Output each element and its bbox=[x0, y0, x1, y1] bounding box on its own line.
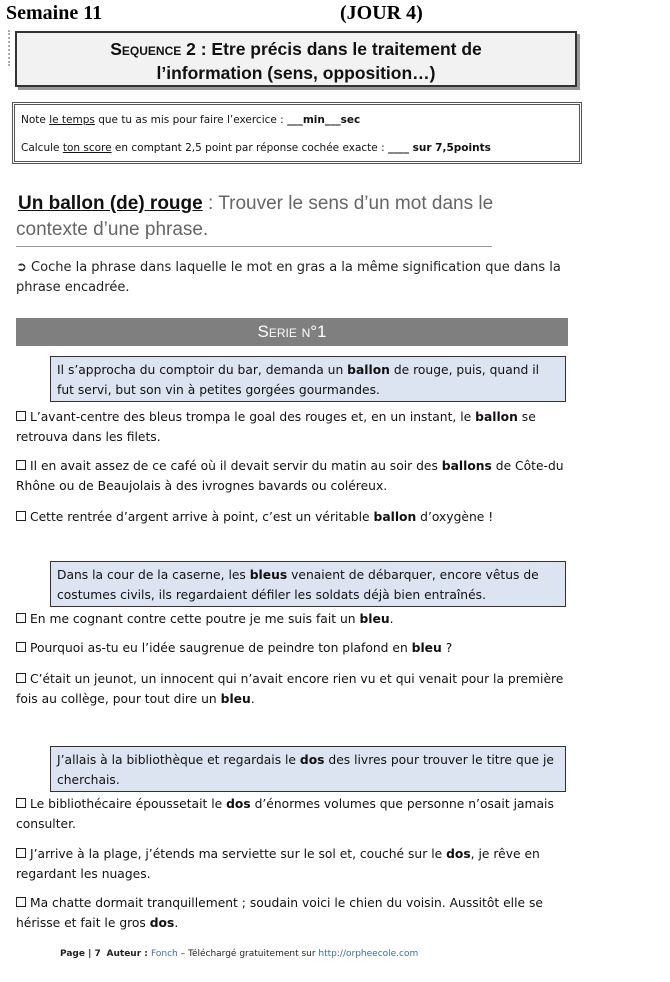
choice-text: C’était un jeunot, un innocent qui n’avait encore rien vu et qui venait pour la première fois au collège, pour tout dire un bbox=[16, 672, 564, 706]
reference-sentence-frame bbox=[50, 561, 566, 607]
choice-text: Il en avait assez de ce café où il devait servir du matin au soir des bbox=[30, 459, 442, 473]
choice-item[interactable] bbox=[16, 893, 568, 933]
reference-sentence-frame bbox=[50, 746, 566, 792]
author-label: Auteur : bbox=[106, 949, 152, 959]
serie-header: Serie n°1 bbox=[16, 318, 568, 346]
exercise-title bbox=[18, 193, 493, 215]
sequence-title-box bbox=[15, 31, 577, 87]
score-line bbox=[21, 142, 491, 154]
footer-text: – Téléchargé gratuitement sur bbox=[177, 949, 319, 959]
choice-text: , je rêve en regardant les nuages. bbox=[16, 847, 540, 881]
target-word: ballon bbox=[347, 363, 390, 377]
choice-text: Cette rentrée d’argent arrive à point, c’est un véritable bbox=[30, 510, 374, 524]
choice-text: Pourquoi as-tu eu l’idée saugrenue de peindre ton plafond en bbox=[30, 641, 412, 655]
margin-dots bbox=[8, 30, 14, 66]
checkbox[interactable] bbox=[16, 511, 26, 521]
target-word: dos bbox=[446, 847, 471, 861]
score-box bbox=[12, 102, 582, 164]
choice-text: ? bbox=[441, 641, 453, 655]
reference-sentence-frame bbox=[50, 356, 566, 402]
choice-item[interactable] bbox=[16, 456, 568, 496]
checkbox[interactable] bbox=[16, 897, 26, 907]
target-word: ballon bbox=[373, 510, 417, 524]
time-text-c: que tu as mis pour faire l’exercice : bbox=[94, 114, 288, 126]
exercise-title-main: Un ballon (de) rouge bbox=[18, 193, 203, 214]
author-name: Fonch bbox=[151, 949, 178, 959]
choice-text: L’avant-centre des bleus trompa le goal des rouges et, en un instant, le bbox=[30, 410, 476, 424]
frame-text: J’allais à la bibliothèque et regardais le bbox=[57, 753, 300, 767]
title-underline bbox=[16, 246, 492, 247]
frame-text: des livres pour trouver le titre que je cherchais. bbox=[57, 753, 554, 787]
target-word: ballons bbox=[441, 459, 492, 473]
target-word: bleu bbox=[411, 641, 442, 655]
frame-text: Dans la cour de la caserne, les bbox=[57, 568, 250, 582]
choice-text: se retrouva dans les filets. bbox=[16, 410, 536, 444]
score-text-emph: ton score bbox=[62, 142, 112, 154]
target-word: dos bbox=[149, 916, 175, 930]
time-line bbox=[21, 114, 360, 126]
choice-item[interactable] bbox=[16, 794, 568, 834]
choice-text: . bbox=[174, 916, 179, 930]
sequence-title-line2: l’information (sens, opposition…) bbox=[156, 63, 436, 83]
target-word: ballon bbox=[475, 410, 518, 424]
target-word: bleus bbox=[249, 568, 288, 582]
page-number: Page | 7 bbox=[60, 949, 101, 959]
score-text-c: en comptant 2,5 point par réponse cochée exacte : bbox=[111, 142, 388, 154]
time-text-a: Note bbox=[21, 114, 50, 126]
choice-text: Le bibliothécaire époussetait le bbox=[30, 797, 227, 811]
day-label: (JOUR 4) bbox=[340, 2, 423, 24]
choice-item[interactable] bbox=[16, 507, 568, 527]
target-word: bleu bbox=[359, 612, 390, 626]
page-footer bbox=[60, 949, 418, 959]
choice-text: . bbox=[250, 692, 255, 706]
time-blank: ___min___sec bbox=[287, 114, 361, 126]
choice-item[interactable] bbox=[16, 844, 568, 884]
choice-text: de Côte-du Rhône ou de Beaujolais à des ivrognes bavards ou coléreux. bbox=[16, 459, 564, 493]
choice-text: Ma chatte dormait tranquillement ; soudain voici le chien du voisin. Aussitôt elle se hérisse et fait le gros bbox=[16, 896, 543, 930]
checkbox[interactable] bbox=[16, 460, 26, 470]
choice-text: d’énormes volumes que personne n’osait jamais consulter. bbox=[16, 797, 554, 831]
arrow-icon: ➲ bbox=[16, 260, 27, 275]
sequence-number: Sequence 2 bbox=[110, 39, 196, 59]
target-word: dos bbox=[226, 797, 251, 811]
time-text-emph: le temps bbox=[49, 114, 95, 126]
frame-text: de rouge, puis, quand il fut servi, but son vin à petites gorgées gourmandes. bbox=[57, 363, 540, 397]
target-word: bleu bbox=[220, 692, 251, 706]
choice-item[interactable] bbox=[16, 407, 568, 447]
score-text-a: Calcule bbox=[21, 142, 63, 154]
website-link[interactable]: http://orpheecole.com bbox=[318, 949, 419, 959]
instruction bbox=[16, 258, 576, 298]
checkbox[interactable] bbox=[16, 848, 26, 858]
checkbox[interactable] bbox=[16, 411, 26, 421]
choice-item[interactable] bbox=[16, 638, 568, 658]
checkbox[interactable] bbox=[16, 642, 26, 652]
choice-text: d’oxygène ! bbox=[416, 510, 494, 524]
instruction-text: Coche la phrase dans laquelle le mot en gras a la même signification que dans la phrase encadrée. bbox=[16, 260, 561, 295]
choice-text: En me cognant contre cette poutre je me suis fait un bbox=[30, 612, 360, 626]
frame-text: venaient de débarquer, encore vêtus de costumes civils, ils regardaient défiler les soldats déjà bien entraînés. bbox=[57, 568, 539, 602]
exercise-title-line2: contexte d’une phrase. bbox=[16, 219, 209, 240]
choice-text: . bbox=[389, 612, 394, 626]
checkbox[interactable] bbox=[16, 798, 26, 808]
choice-item[interactable] bbox=[16, 609, 568, 629]
checkbox[interactable] bbox=[16, 613, 26, 623]
target-word: dos bbox=[299, 753, 325, 767]
frame-text: Il s’approcha du comptoir du bar, demanda un bbox=[57, 363, 348, 377]
checkbox[interactable] bbox=[16, 673, 26, 683]
sequence-title-part1: : Etre précis dans le traitement de bbox=[195, 39, 482, 59]
exercise-title-sub: : Trouver le sens d’un mot dans le bbox=[202, 193, 494, 214]
week-label: Semaine 11 bbox=[6, 2, 103, 24]
sequence-title-line1 bbox=[17, 37, 575, 61]
choice-text: J’arrive à la plage, j’étends ma serviette sur le sol et, couché sur le bbox=[30, 847, 447, 861]
score-blank: ____ sur 7,5points bbox=[387, 142, 491, 154]
choice-item[interactable] bbox=[16, 669, 568, 709]
